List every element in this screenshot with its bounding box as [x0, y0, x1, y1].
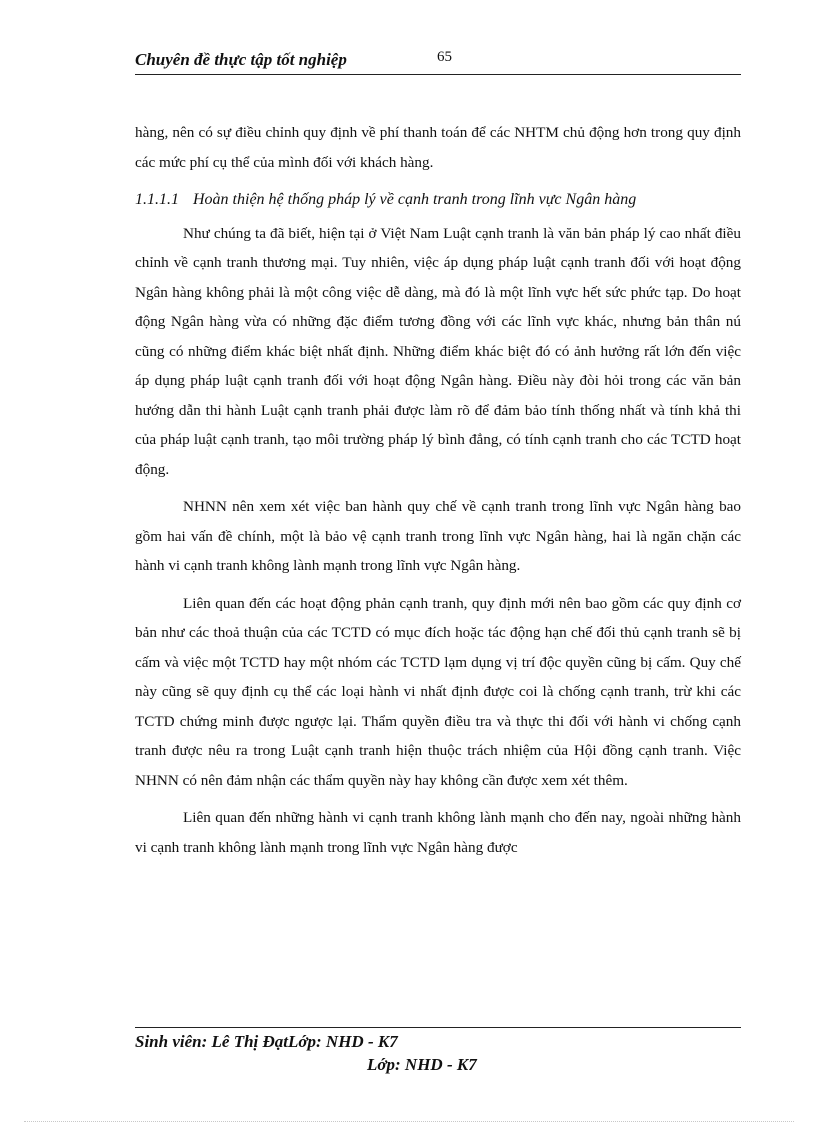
document-body — [135, 118, 741, 870]
paragraph-1: Như chúng ta đã biết, hiện tại ở Việt Nam Luật cạnh tranh là văn bản pháp lý cao nhất điều chỉnh về cạnh tranh thương mại. Tuy nhiên, việc áp dụng pháp luật cạnh tranh đối với hoạt động Ngân hàng không phải là một công việc dễ dàng, mà đó là một lĩnh vực hết sức phức tạp. Do hoạt động Ngân hàng vừa có những đặc điểm tương đồng với các lĩnh vực khác, nhưng bản thân nú cũng có những điểm khác biệt nhất định. Những điểm khác biệt đó có ảnh hưởng rất lớn đến việc áp dụng pháp luật cạnh tranh đối với hoạt động Ngân hàng. Điều này đòi hỏi trong các văn bản hướng dẫn thi hành Luật cạnh tranh phải được làm rõ để đảm bảo tính thống nhất và tính khả thi của pháp luật cạnh tranh, tạo môi trường pháp lý bình đẳng, có tính cạnh tranh cho các TCTD hoạt động. — [135, 224, 741, 478]
paragraph-intro: hàng, nên có sự điều chỉnh quy định về phí thanh toán để các NHTM chủ động hơn trong quy định các mức phí cụ thể của mình đối với khách hàng. — [135, 124, 741, 171]
page-number: 65 — [437, 49, 452, 65]
footer-student-line: Sinh viên: Lê Thị ĐạtLớp: NHD - K7 — [135, 1032, 398, 1051]
paragraph-3: Liên quan đến các hoạt động phản cạnh tranh, quy định mới nên bao gồm các quy định cơ bản như các thoả thuận của các TCTD có mục đích hoặc tác động hạn chế đối thủ cạnh tranh sẽ bị cấm và việc một TCTD hay một nhóm các TCTD lạm dụng vị trí độc quyền cũng bị cấm. Quy chế này cũng sẽ quy định cụ thể các loại hành vi nhất định được coi là chống cạnh tranh, trừ khi các TCTD chứng minh được ngược lại. Thẩm quyền điều tra và thực thi đối với hành vi chống cạnh tranh được nêu ra trong Luật cạnh tranh hiện thuộc trách nhiệm của Hội đồng cạnh tranh. Việc NHNN có nên đảm nhận các thẩm quyền này hay không cần được xem xét thêm. — [135, 594, 741, 789]
footer-class-line: Lớp: NHD - K7 — [367, 1055, 477, 1074]
paragraph-2: NHNN nên xem xét việc ban hành quy chế về cạnh tranh trong lĩnh vực Ngân hàng bao gồm hai vấn đề chính, một là bảo vệ cạnh tranh trong lĩnh vực Ngân hàng, hai là ngăn chặn các hành vi cạnh tranh không lành mạnh trong lĩnh vực Ngân hàng. — [135, 498, 741, 574]
page-footer — [135, 1027, 741, 1088]
section-heading — [135, 185, 741, 215]
paragraph-4: Liên quan đến những hành vi cạnh tranh không lành mạnh cho đến nay, ngoài những hành vi cạnh tranh không lành mạnh trong lĩnh vực Ngân hàng được — [135, 809, 741, 856]
section-title: Hoàn thiện hệ thống pháp lý về cạnh tranh trong lĩnh vực Ngân hàng — [193, 191, 637, 208]
page-header — [135, 48, 741, 75]
page-edge-divider — [24, 1121, 794, 1122]
document-title: Chuyên đề thực tập tốt nghiệp — [135, 50, 347, 69]
section-number: 1.1.1.1 — [135, 191, 179, 208]
